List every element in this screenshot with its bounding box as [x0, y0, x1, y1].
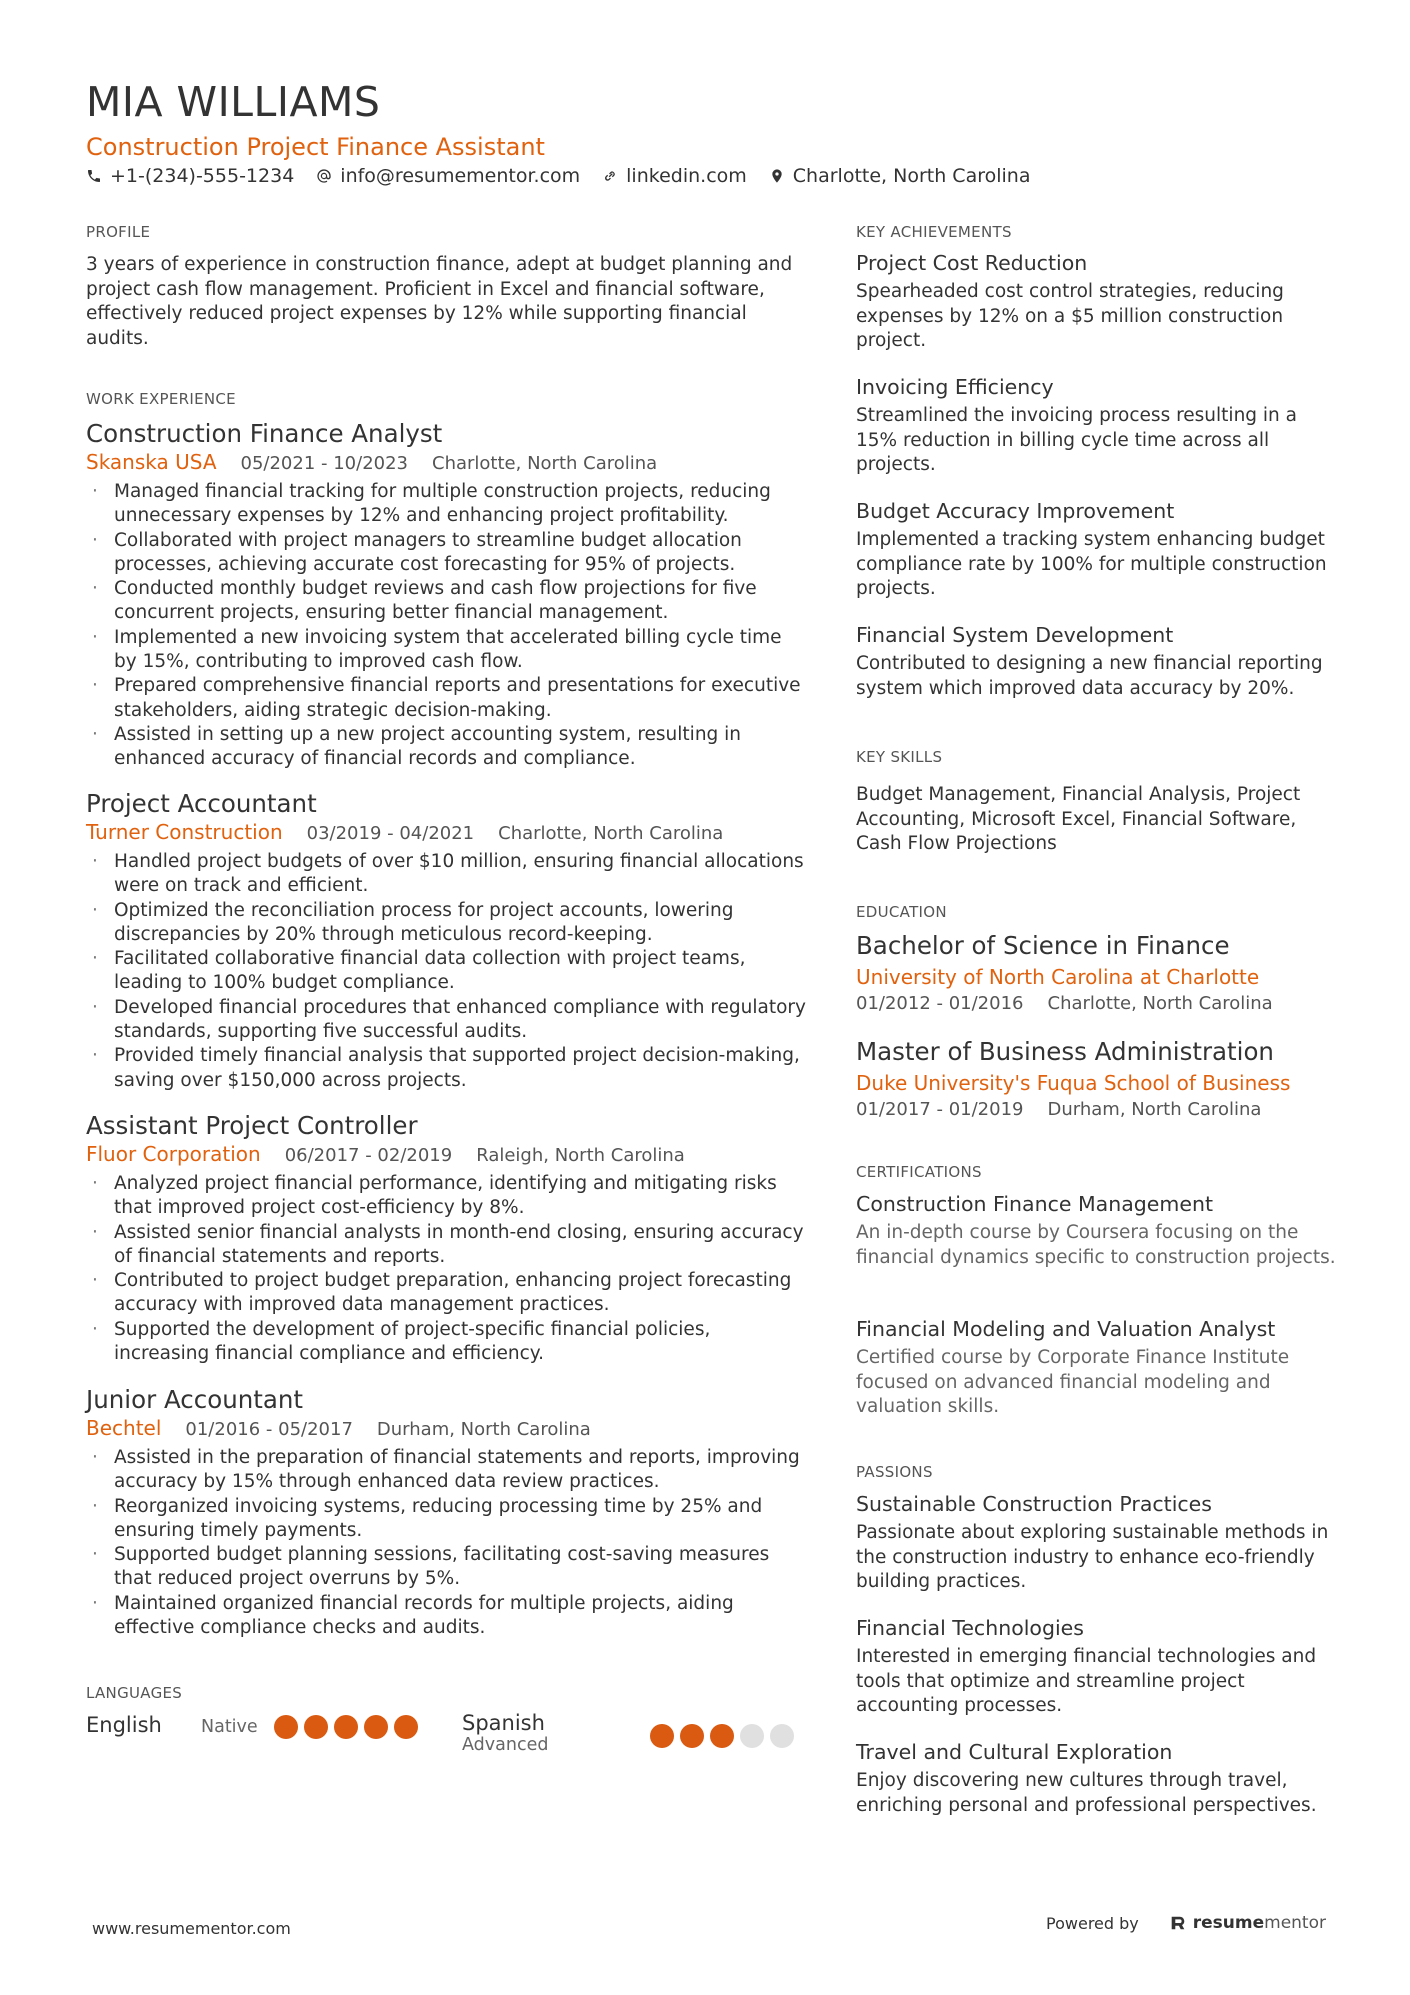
at-icon	[316, 168, 332, 184]
education-item	[856, 931, 1336, 1014]
footer-website[interactable]: www.resumementor.com	[92, 1919, 291, 1938]
certification-item	[856, 1315, 1336, 1420]
job-bullet: · Assisted in the preparation of financial statements and reports, improving accuracy by 15% through enhanced data review practices.	[86, 1446, 806, 1495]
job-location: Raleigh, North Carolina	[476, 1145, 685, 1166]
candidate-name: MIA WILLIAMS	[86, 78, 381, 126]
education-location: Durham, North Carolina	[1047, 1099, 1262, 1120]
job-bullets	[86, 1446, 806, 1640]
language-item	[86, 1713, 162, 1737]
contact-linkedin[interactable]	[602, 165, 747, 187]
education-meta	[856, 1099, 1336, 1120]
rating-dot-filled	[304, 1715, 328, 1739]
education-school: University of North Carolina at Charlotte	[856, 965, 1260, 989]
job-bullet: · Analyzed project financial performance, identifying and mitigating risks that improved project cost-efficiency by 8%.	[86, 1172, 806, 1221]
job-location: Charlotte, North Carolina	[498, 823, 724, 844]
passion-title: Financial Technologies	[856, 1616, 1084, 1640]
job-bullet: · Optimized the reconciliation process for project accounts, lowering discrepancies by 20% through meticulous record-keeping.	[86, 899, 806, 948]
job-dates: 05/2021 - 10/2023	[240, 453, 409, 474]
job-bullet: · Conducted monthly budget reviews and cash flow projections for five concurrent projects, ensuring better financial management.	[86, 577, 806, 626]
achievement-item	[856, 373, 1336, 478]
achievement-title: Project Cost Reduction	[856, 251, 1088, 275]
job-bullet: · Assisted in setting up a new project accounting system, resulting in enhanced accuracy of financial records and compliance.	[86, 723, 806, 772]
passion-title: Travel and Cultural Exploration	[856, 1740, 1173, 1764]
achievement-desc: Spearheaded cost control strategies, reducing expenses by 12% on a $5 million construction project.	[856, 281, 1284, 351]
profile-text: 3 years of experience in construction finance, adept at budget planning and project cash flow management. Proficient in Excel and financial software, effectively reduced project expenses by 12% while supporting financial audits.	[86, 254, 793, 349]
job-bullet: · Supported the development of project-specific financial policies, increasing financial compliance and efficiency.	[86, 1318, 806, 1367]
footer-powered	[1046, 1913, 1326, 1933]
certification-item	[856, 1190, 1336, 1270]
languages-heading: LANGUAGES	[86, 1684, 183, 1702]
education-school: Duke University's Fuqua School of Business	[856, 1071, 1291, 1095]
phone-text: +1-(234)-555-1234	[110, 165, 295, 187]
job-dates: 06/2017 - 02/2019	[284, 1145, 453, 1166]
job-bullets	[86, 850, 806, 1093]
rating-dot-filled	[650, 1724, 674, 1748]
job-dates: 03/2019 - 04/2021	[306, 823, 475, 844]
languages-list	[86, 1711, 806, 1761]
job-title: Construction Finance Analyst	[86, 419, 443, 448]
certification-desc: Certified course by Corporate Finance Institute focused on advanced financial modeling and valuation skills.	[856, 1347, 1290, 1417]
experience-heading: WORK EXPERIENCE	[86, 390, 236, 408]
job-bullet: · Handled project budgets of over $10 million, ensuring financial allocations were on track and efficient.	[86, 850, 806, 899]
rating-dot-empty	[740, 1724, 764, 1748]
skills-heading: KEY SKILLS	[856, 748, 943, 766]
job-entry	[86, 1111, 806, 1366]
job-meta	[86, 820, 806, 844]
job-company: Fluor Corporation	[86, 1142, 261, 1166]
language-level: Native	[201, 1717, 258, 1737]
education-degree: Bachelor of Science in Finance	[856, 931, 1230, 960]
job-title: Project Accountant	[86, 789, 317, 818]
language-rating	[650, 1724, 800, 1748]
job-entry	[86, 789, 806, 1093]
achievement-title: Budget Accuracy Improvement	[856, 499, 1175, 523]
job-bullet: · Maintained organized financial records for multiple projects, aiding effective compliance checks and audits.	[86, 1592, 806, 1641]
education-item	[856, 1037, 1336, 1120]
passion-desc: Passionate about exploring sustainable methods in the construction industry to enhance eco-friendly building practices.	[856, 1522, 1329, 1592]
contact-email[interactable]	[316, 165, 580, 187]
job-bullet: · Developed financial procedures that enhanced compliance with regulatory standards, supporting five successful audits.	[86, 996, 806, 1045]
rating-dot-filled	[710, 1724, 734, 1748]
skills-text: Budget Management, Financial Analysis, Project Accounting, Microsoft Excel, Financial Software, Cash Flow Projections	[856, 784, 1301, 854]
profile-heading: PROFILE	[86, 223, 151, 241]
job-bullet: · Collaborated with project managers to streamline budget allocation processes, achieving accurate cost forecasting for 95% of projects.	[86, 529, 806, 578]
job-bullet: · Reorganized invoicing systems, reducing processing time by 25% and ensuring timely payments.	[86, 1495, 806, 1544]
job-company: Turner Construction	[86, 820, 283, 844]
job-bullet: · Provided timely financial analysis that supported project decision-making, saving over $150,000 across projects.	[86, 1044, 806, 1093]
job-meta	[86, 450, 806, 474]
job-company: Bechtel	[86, 1416, 162, 1440]
language-item	[462, 1711, 548, 1755]
logo-text-bold: resume	[1192, 1913, 1265, 1933]
education-dates: 01/2012 - 01/2016	[856, 993, 1024, 1014]
logo-mark-icon	[1169, 1914, 1187, 1932]
job-meta	[86, 1142, 806, 1166]
certification-title: Construction Finance Management	[856, 1192, 1214, 1216]
link-icon	[602, 168, 618, 184]
achievement-desc: Implemented a tracking system enhancing budget compliance rate by 100% for multiple construction projects.	[856, 529, 1327, 599]
job-bullets	[86, 1172, 806, 1366]
certifications-heading: CERTIFICATIONS	[856, 1163, 982, 1181]
certification-title: Financial Modeling and Valuation Analyst	[856, 1317, 1276, 1341]
education-degree: Master of Business Administration	[856, 1037, 1274, 1066]
candidate-role: Construction Project Finance Assistant	[86, 133, 545, 161]
email-text: info@resumementor.com	[340, 165, 581, 187]
passion-desc: Interested in emerging financial technologies and tools that optimize and streamline project accounting processes.	[856, 1646, 1317, 1716]
education-location: Charlotte, North Carolina	[1047, 993, 1273, 1014]
language-name: Spanish	[462, 1711, 545, 1735]
passion-item	[856, 1614, 1336, 1719]
passions-heading: PASSIONS	[856, 1463, 933, 1481]
achievement-item	[856, 249, 1336, 354]
job-bullet: · Implemented a new invoicing system that accelerated billing cycle time by 15%, contributing to improved cash flow.	[86, 626, 806, 675]
resumementor-logo[interactable]	[1169, 1913, 1326, 1933]
rating-dot-filled	[334, 1715, 358, 1739]
job-bullets	[86, 480, 806, 772]
passion-desc: Enjoy discovering new cultures through travel, enriching personal and professional perspectives.	[856, 1770, 1317, 1816]
job-entry	[86, 419, 806, 772]
job-entry	[86, 1385, 806, 1640]
rating-dot-filled	[394, 1715, 418, 1739]
job-title: Junior Accountant	[86, 1385, 304, 1414]
location-pin-icon	[769, 168, 785, 184]
language-level: Advanced	[462, 1735, 549, 1755]
rating-dot-filled	[364, 1715, 388, 1739]
job-bullet: · Facilitated collaborative financial data collection with project teams, leading to 100% budget compliance.	[86, 947, 806, 996]
achievement-title: Financial System Development	[856, 623, 1174, 647]
rating-dot-empty	[770, 1724, 794, 1748]
job-bullet: · Contributed to project budget preparation, enhancing project forecasting accuracy with improved data management practices.	[86, 1269, 806, 1318]
job-bullet: · Managed financial tracking for multiple construction projects, reducing unnecessary expenses by 12% and enhancing project profitability.	[86, 480, 806, 529]
phone-icon	[86, 168, 102, 184]
job-location: Charlotte, North Carolina	[432, 453, 658, 474]
rating-dot-filled	[680, 1724, 704, 1748]
achievement-item	[856, 497, 1336, 602]
achievement-desc: Streamlined the invoicing process resulting in a 15% reduction in billing cycle time across all projects.	[856, 405, 1298, 475]
job-bullet: · Assisted senior financial analysts in month-end closing, ensuring accuracy of financial statements and reports.	[86, 1221, 806, 1270]
education-dates: 01/2017 - 01/2019	[856, 1099, 1024, 1120]
job-bullet: · Prepared comprehensive financial reports and presentations for executive stakeholders, aiding strategic decision-making.	[86, 674, 806, 723]
language-rating	[274, 1715, 424, 1739]
job-bullet: · Supported budget planning sessions, facilitating cost-saving measures that reduced project overruns by 5%.	[86, 1543, 806, 1592]
passion-title: Sustainable Construction Practices	[856, 1492, 1212, 1516]
job-company: Skanska USA	[86, 450, 217, 474]
achievements-heading: KEY ACHIEVEMENTS	[856, 223, 1012, 241]
language-level-wrap	[201, 1717, 258, 1737]
job-title: Assistant Project Controller	[86, 1111, 418, 1140]
job-location: Durham, North Carolina	[376, 1419, 591, 1440]
achievement-desc: Contributed to designing a new financial reporting system which improved data accuracy by 20%.	[856, 653, 1323, 699]
certification-desc: An in-depth course by Coursera focusing on the financial dynamics specific to construction projects.	[856, 1222, 1336, 1268]
contact-location	[769, 165, 1031, 187]
powered-by-text: Powered by	[1046, 1913, 1139, 1933]
passion-item	[856, 1738, 1336, 1818]
location-text: Charlotte, North Carolina	[792, 165, 1031, 187]
achievement-item	[856, 621, 1336, 701]
education-heading: EDUCATION	[856, 903, 947, 921]
logo-text-light: mentor	[1264, 1913, 1326, 1933]
job-dates: 01/2016 - 05/2017	[185, 1419, 353, 1440]
contact-bar	[86, 165, 1052, 187]
rating-dot-filled	[274, 1715, 298, 1739]
job-meta	[86, 1416, 806, 1440]
language-name: English	[86, 1713, 162, 1737]
contact-phone	[86, 165, 294, 187]
linkedin-text: linkedin.com	[626, 165, 747, 187]
passion-item	[856, 1490, 1336, 1595]
achievement-title: Invoicing Efficiency	[856, 375, 1054, 399]
education-meta	[856, 993, 1336, 1014]
